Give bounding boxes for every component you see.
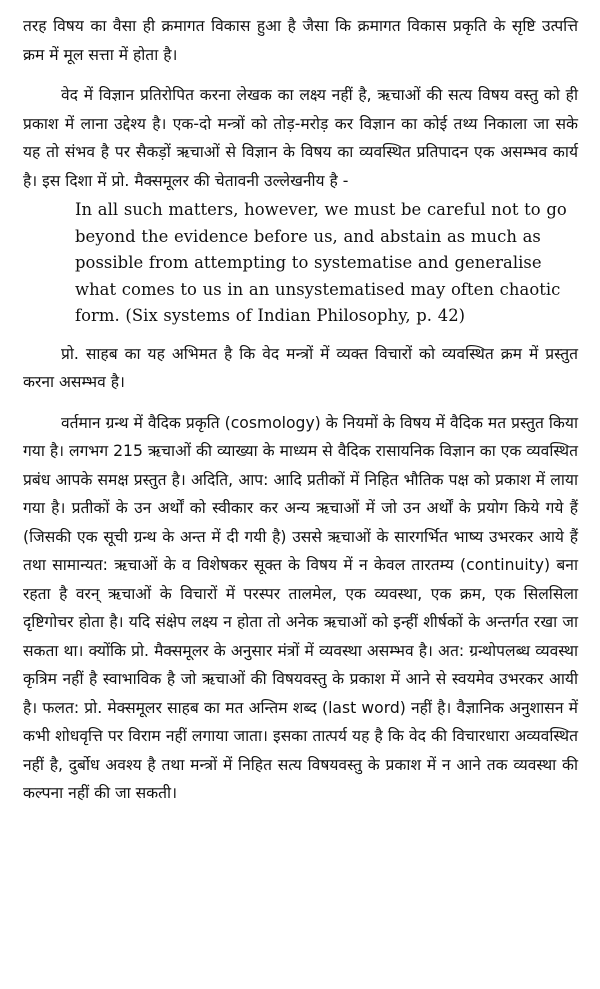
block-quote	[23, 197, 578, 330]
quote-line: form. (Six systems of Indian Philosophy, p. 42)	[75, 306, 466, 325]
quote-line: In all such matters, however, we must be careful not to go	[75, 200, 567, 219]
paragraph-professor-opinion: प्रो. साहब का यह अभिमत है कि वेद मन्त्रों में व्यक्त विचारों को व्यवस्थित क्रम में प्रस्तुत करना असम्भव है।	[23, 344, 578, 391]
paragraph-continuation: तरह विषय का वैसा ही क्रमागत विकास हुआ है जैसा कि क्रमागत विकास प्रकृति के सृष्टि उत्पत्ति क्रम में मूल सत्ता में होता है।	[23, 17, 578, 64]
quote-line: beyond the evidence before us, and abstain as much as	[75, 226, 541, 246]
quote-line: possible from attempting to systematise and generalise	[75, 253, 542, 272]
quote-line: what comes to us in an unsystematised may often chaotic	[75, 279, 561, 299]
paragraph-present-work: वर्तमान ग्रन्थ में वैदिक प्रकृति (cosmology) के नियमों के विषय में वैदिक मत प्रस्तुत किया गया है। लगभग 215 ऋचाओं की व्याख्या के माध्यम से वैदिक रासायनिक विज्ञान का एक व्यवस्थित प्रबंध आपके समक्ष प्रस्तुत है। अदिति, आप: आदि प्रतीकों में निहित भौतिक पक्ष को प्रकाश में लाया गया है। प्रतीकों के उन अर्थों को स्वीकार कर अन्य ऋचाओं में जो उन अर्थों के प्रयोग किये गये हैं (जिसकी एक सूची ग्रन्थ के अन्त में दी गयी है) उससे ऋचाओं के सारगर्भित भाष्य उभरकर आये हैं तथा सामान्यत: ऋचाओं के व विशेषकर सूक्त के विषय में न केवल तारतम्य (continuity) बना रहता है वरन् ऋचाओं के विचारों में परस्पर तालमेल, एक व्यवस्था, एक क्रम, एक सिलसिला दृष्टिगोचर होता है। यदि संक्षेप लक्ष्य न होता तो अनेक ऋचाओं को इन्हीं शीर्षकों के अन्तर्गत रखा जा सकता था। क्योंकि प्रो. मैक्समूलर के अनुसार मंत्रों में व्यवस्था असम्भव है। अत: ग्रन्थोपलब्ध व्यवस्था कृत्रिम नहीं है स्वाभाविक है जो ऋचाओं की विषयवस्तु के प्रकाश में आने से स्वयमेव उभरकर आयी है। फलत: प्रो. मेक्समूलर साहब का मत अन्तिम शब्द (last word) नहीं है। वैज्ञानिक अनुशासन में कभी शोधवृत्ति पर विराम नहीं लगाया जाता। इसका तात्पर्य यह है कि वेद की विचारधारा अव्यवस्थित नहीं है, दुर्बोध अवश्य है तथा मन्त्रों में निहित सत्य विषयवस्तु के प्रकाश में न आने तक व्यवस्था की कल्पना नहीं की जा सकती।	[23, 413, 579, 802]
paragraph-author-goal: वेद में विज्ञान प्रतिरोपित करना लेखक का लक्ष्य नहीं है, ऋचाओं की सत्य विषय वस्तु को ही प्रकाश में लाना उद्देश्य है। एक-दो मन्त्रों को तोड़-मरोड़ कर विज्ञान का कोई तथ्य निकाला जा सके यह तो संभव है पर सैकड़ों ऋचाओं से विज्ञान के विषय का व्यवस्थित प्रतिपादन एक असम्भव कार्य है। इस दिशा में प्रो. मैक्समूलर की चेतावनी उल्लेखनीय है -	[23, 86, 578, 190]
